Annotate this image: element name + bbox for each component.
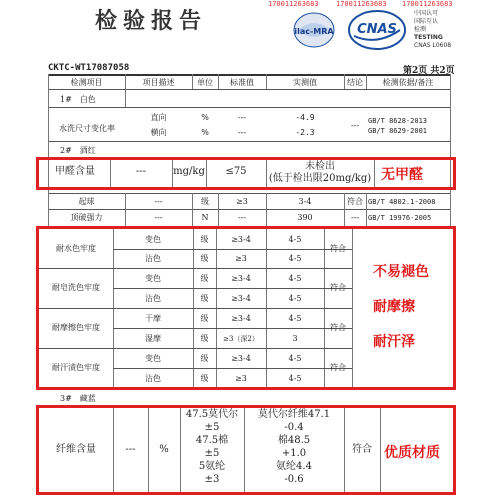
quality-material-label: 优质材质 (384, 445, 440, 461)
fastness-desc: 变色 (145, 235, 161, 244)
fastness-std: ≥3-4 (231, 354, 251, 363)
section-label: 1# 白色 (60, 95, 96, 104)
fastness-std: ≥3 (235, 374, 247, 383)
cnas-accreditation-text (414, 10, 451, 50)
fastness-unit: 级 (200, 274, 209, 283)
fastness-std: ≥3 (235, 254, 247, 263)
report-title: 检验报告 (95, 8, 208, 34)
shrink-result: --- (350, 121, 360, 130)
fiber-value: 棉48.5 (277, 435, 311, 446)
fastness-desc: 沾色 (145, 294, 161, 303)
fastness-desc: 湿摩 (145, 334, 161, 343)
fiber-desc: --- (125, 444, 136, 455)
column-header: 实测值 (293, 78, 317, 87)
formaldehyde-std: ≤75 (225, 166, 247, 177)
fastness-value: 4-5 (288, 254, 302, 263)
fiber-value: 莫代尔纤维47.1 (257, 409, 331, 420)
fastness-std: ≥3-4 (231, 314, 251, 323)
fastness-desc: 变色 (145, 274, 161, 283)
cnas-line: 检测 (414, 26, 427, 33)
pilling-item: 起球 (78, 197, 95, 206)
header-number-3: 170011263683 (402, 0, 453, 8)
fastness-unit: 级 (200, 254, 209, 263)
shrink-desc: 横向 (150, 128, 167, 137)
fastness-unit: 级 (200, 334, 209, 343)
page-number: 第2页 共2页 (403, 66, 455, 76)
fastness-unit: 级 (200, 294, 209, 303)
header-number-2: 170011263683 (336, 0, 387, 8)
cnas-logo (346, 8, 408, 52)
formaldehyde-value-note: (低于检出限20mg/kg) (268, 173, 372, 184)
formaldehyde-unit: mg/kg (173, 166, 205, 177)
pilling-unit: 级 (201, 197, 209, 206)
formaldehyde-value: 未检出 (305, 161, 335, 172)
shrink-value: -2.3 (295, 128, 315, 137)
section-label: 2# 酒红 (60, 146, 96, 155)
bursting-item: 顶破强力 (70, 213, 103, 222)
shrink-desc: 直向 (150, 113, 167, 122)
cnas-line: CNAS L0608 (414, 42, 452, 49)
fastness-unit: 级 (200, 354, 209, 363)
bursting-unit: N (201, 213, 209, 222)
report-number: CKTC-WT17087058 (48, 63, 130, 73)
shrink-value: -4.9 (295, 113, 315, 122)
fiber-result: 符合 (352, 444, 372, 455)
fastness-desc: 沾色 (145, 374, 161, 383)
bursting-std: --- (237, 213, 247, 222)
cnas-line: TESTING (414, 34, 443, 41)
fiber-std: ±5 (204, 448, 220, 459)
no-formaldehyde-label: 无甲醛 (381, 167, 423, 183)
header-number-1: 170011263683 (268, 0, 319, 8)
fastness-result: 符合 (330, 323, 346, 332)
no-fade-label: 不易褪色 (373, 264, 429, 280)
pilling-std: ≥3 (236, 197, 248, 206)
cnas-line: 国际互认 (414, 18, 439, 25)
fastness-value: 4-5 (288, 354, 302, 363)
fastness-value: 4-5 (288, 374, 302, 383)
pilling-basis: GB/T 4802.1-2008 (368, 198, 436, 206)
fastness-item: 耐水色牢度 (56, 244, 96, 253)
fastness-std: ≥3-4 (231, 294, 251, 303)
fastness-desc: 变色 (145, 354, 161, 363)
formaldehyde-item: 甲醛含量 (55, 166, 95, 177)
bursting-basis: GB/T 19976-2005 (368, 214, 432, 222)
fastness-result: 符合 (330, 363, 346, 372)
fastness-std: ≥3（深2） (223, 335, 259, 343)
fiber-value: -0.6 (284, 474, 304, 485)
fastness-value: 4-5 (288, 314, 302, 323)
fastness-unit: 级 (200, 374, 209, 383)
fiber-unit: % (159, 444, 169, 455)
section-label: 3# 藏蓝 (60, 394, 96, 403)
column-header: 标准值 (230, 78, 254, 87)
fastness-value: 4-5 (288, 294, 302, 303)
shrink-item: 水洗尺寸变化率 (59, 124, 115, 133)
fastness-value: 4-5 (288, 235, 302, 244)
pilling-value: 3-4 (298, 197, 312, 206)
shrink-basis: GB/T 8629-2001 (368, 127, 428, 135)
cnas-line: 中国认可 (414, 10, 439, 17)
shrink-unit: % (201, 113, 209, 122)
fiber-value: 氨纶4.4 (276, 461, 312, 472)
shrink-std: --- (237, 128, 247, 137)
fastness-std: ≥3-4 (231, 235, 251, 244)
fastness-unit: 级 (200, 235, 209, 244)
fastness-item: 耐皂洗色牢度 (52, 283, 100, 292)
column-header: 结论 (347, 78, 363, 87)
fiber-std: 5氨纶 (198, 461, 226, 472)
column-header: 单位 (197, 78, 213, 87)
fastness-item: 耐摩擦色牢度 (52, 323, 100, 332)
shrink-unit: % (201, 128, 209, 137)
fiber-value: +1.0 (281, 448, 307, 459)
cnas-logo-text: CNAS (357, 22, 397, 37)
fastness-value: 4-5 (288, 274, 302, 283)
fiber-std: 47.5莫代尔 (185, 409, 239, 420)
shrink-basis: GB/T 8628-2013 (368, 117, 428, 125)
abrasion-resistant-label: 耐摩擦 (373, 299, 415, 315)
ilac-logo-text: ilac-MRA (294, 27, 334, 36)
fastness-item: 耐汗渍色牢度 (52, 363, 100, 372)
shrink-std: --- (237, 113, 247, 122)
fastness-desc: 干摩 (145, 314, 161, 323)
pilling-desc: --- (154, 197, 163, 206)
formaldehyde-desc: --- (135, 166, 147, 177)
bursting-value: 390 (297, 213, 313, 222)
fastness-result: 符合 (330, 283, 346, 292)
column-header: 项目描述 (142, 78, 175, 87)
ilac-mra-logo (292, 10, 336, 50)
fastness-std: ≥3-4 (231, 274, 251, 283)
fiber-item: 纤维含量 (56, 444, 96, 455)
fiber-std: 47.5棉 (195, 435, 229, 446)
sweat-resistant-label: 耐汗泽 (373, 334, 415, 350)
column-header: 检测依据/备注 (382, 78, 434, 87)
fastness-desc: 沾色 (145, 254, 161, 263)
fastness-value: 3 (292, 334, 298, 343)
fastness-unit: 级 (200, 314, 209, 323)
column-header: 检测项目 (70, 78, 103, 87)
fiber-value: -0.4 (284, 422, 304, 433)
bursting-result: --- (350, 213, 360, 222)
bursting-desc: --- (154, 213, 163, 222)
fastness-result: 符合 (330, 244, 346, 253)
pilling-result: 符合 (347, 197, 363, 206)
fiber-std: ±3 (204, 474, 220, 485)
fiber-std: ±5 (204, 422, 220, 433)
